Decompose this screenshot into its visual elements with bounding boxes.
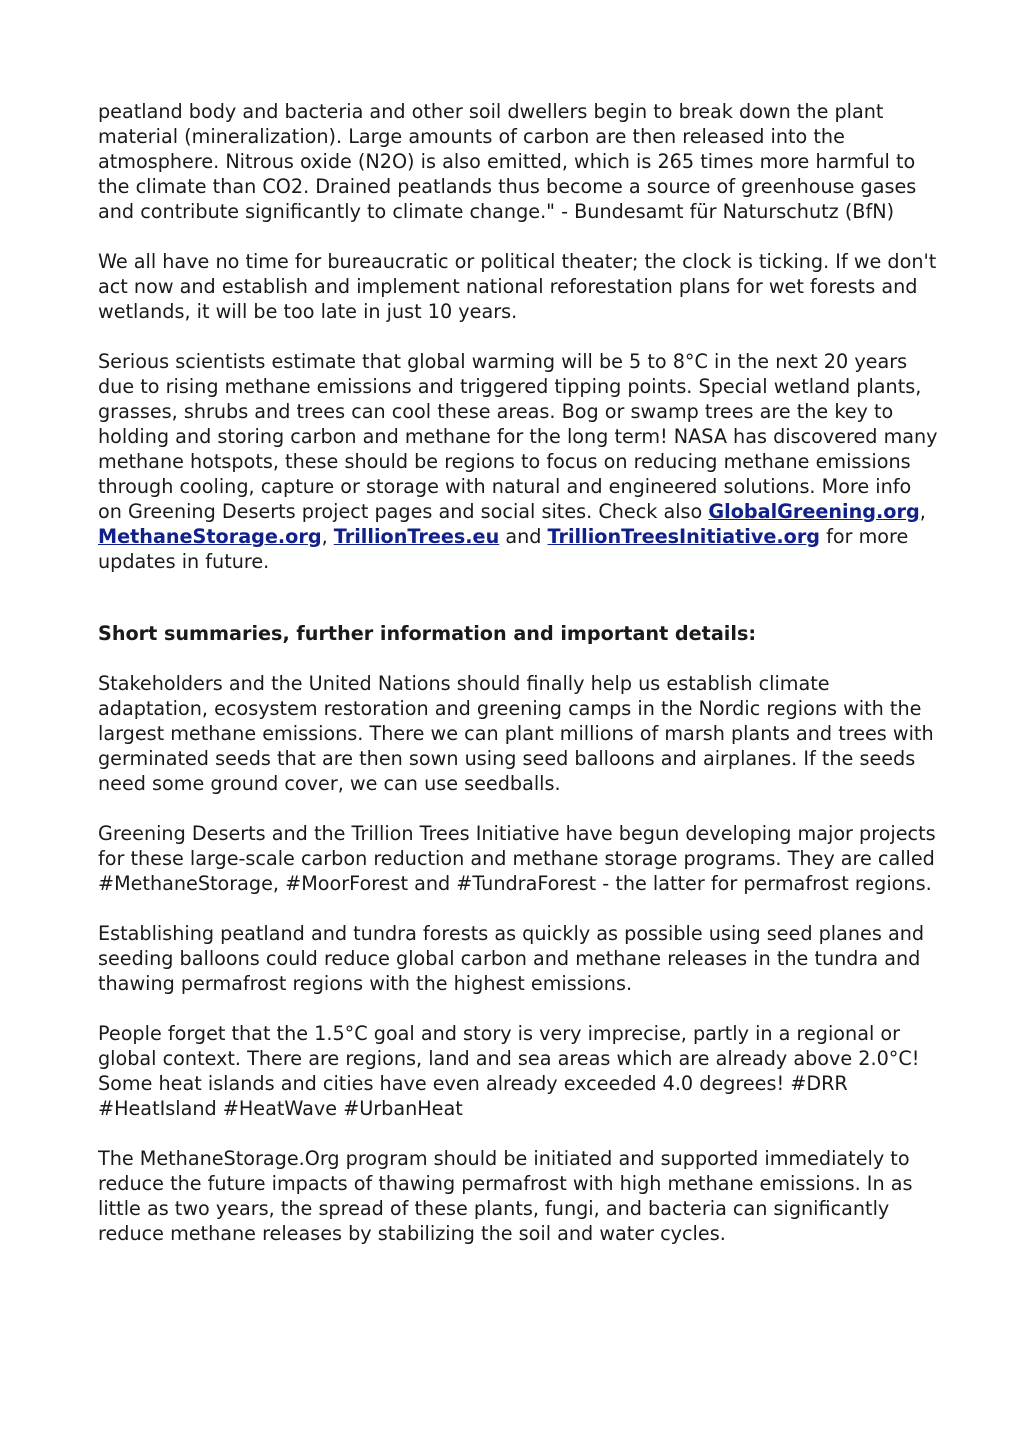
paragraph-scientists bbox=[98, 349, 938, 574]
separator-comma: , bbox=[321, 525, 328, 548]
link-global-greening[interactable]: GlobalGreening.org bbox=[708, 500, 920, 523]
link-methane-storage[interactable]: MethaneStorage.org bbox=[98, 525, 322, 548]
paragraph-methane-storage-program: The MethaneStorage.Org program should be initiated and supported immediately to reduce the future impacts of thawing permafrost with high methane emissions. In as little as two years, the spread of these plants, fungi, and bacteria can significantly reduce methane releases by stabilizing the soil and water cycles. bbox=[98, 1147, 913, 1245]
separator-comma: , bbox=[919, 500, 926, 523]
paragraph-bfn-quote: peatland body and bacteria and other soil dwellers begin to break down the plant material (mineralization). Large amounts of carbon are then released into the atmosphere. Nitrous oxide (N2O) is also emitted, which is 265 times more harmful to the climate than CO2. Drained peatlands thus become a source of greenhouse gases and contribute significantly to climate change." - Bundesamt für Naturschutz (BfN) bbox=[98, 100, 917, 223]
link-trillion-trees-initiative[interactable]: TrillionTreesInitiative.org bbox=[547, 525, 821, 548]
separator-and: and bbox=[499, 525, 548, 548]
link-trillion-trees-eu[interactable]: TrillionTrees.eu bbox=[333, 525, 500, 548]
paragraph-greening-deserts: Greening Deserts and the Trillion Trees Initiative have begun developing major projects for these large-scale carbon reduction and methane storage programs. They are called #MethaneStorage, #MoorForest and #TundraForest - the latter for permafrost regions. bbox=[98, 822, 936, 895]
paragraph-no-time: We all have no time for bureaucratic or political theater; the clock is ticking. If we don't act now and establish and implement national reforestation plans for wet forests and wetlands, it will be too late in just 10 years. bbox=[98, 250, 937, 323]
paragraph-scientists-tail: for more updates in future. bbox=[98, 525, 909, 573]
paragraph-scientists-text: Serious scientists estimate that global warming will be 5 to 8°C in the next 20 years due to rising methane emissions and triggered tipping points. Special wetland plants, grasses, shrubs and trees can cool these areas. Bog or swamp trees are the key to holding and storing carbon and methane for the long term! NASA has discovered many methane hotspots, these should be regions to focus on reducing methane emissions through cooling, capture or storage with natural and engineered solutions. More info on Greening Deserts project pages and social sites. Check also bbox=[98, 350, 938, 523]
paragraph-peatland-forests: Establishing peatland and tundra forests as quickly as possible using seed planes and seeding balloons could reduce global carbon and methane releases in the tundra and thawing permafrost regions with the highest emissions. bbox=[98, 922, 925, 995]
document-page bbox=[98, 99, 938, 1271]
paragraph-temperature-goal: People forget that the 1.5°C goal and story is very imprecise, partly in a regional or global context. There are regions, land and sea areas which are already above 2.0°C! Some heat islands and cities have even already exceeded 4.0 degrees! #DRR #HeatIsland #HeatWave #UrbanHeat bbox=[98, 1022, 920, 1120]
section-heading: Short summaries, further information and important details: bbox=[98, 622, 757, 645]
paragraph-stakeholders: Stakeholders and the United Nations should finally help us establish climate adaptation, ecosystem restoration and greening camps in the Nordic regions with the largest methane emissions. There we can plant millions of marsh plants and trees with germinated seeds that are then sown using seed balloons and airplanes. If the seeds need some ground cover, we can use seedballs. bbox=[98, 672, 934, 795]
